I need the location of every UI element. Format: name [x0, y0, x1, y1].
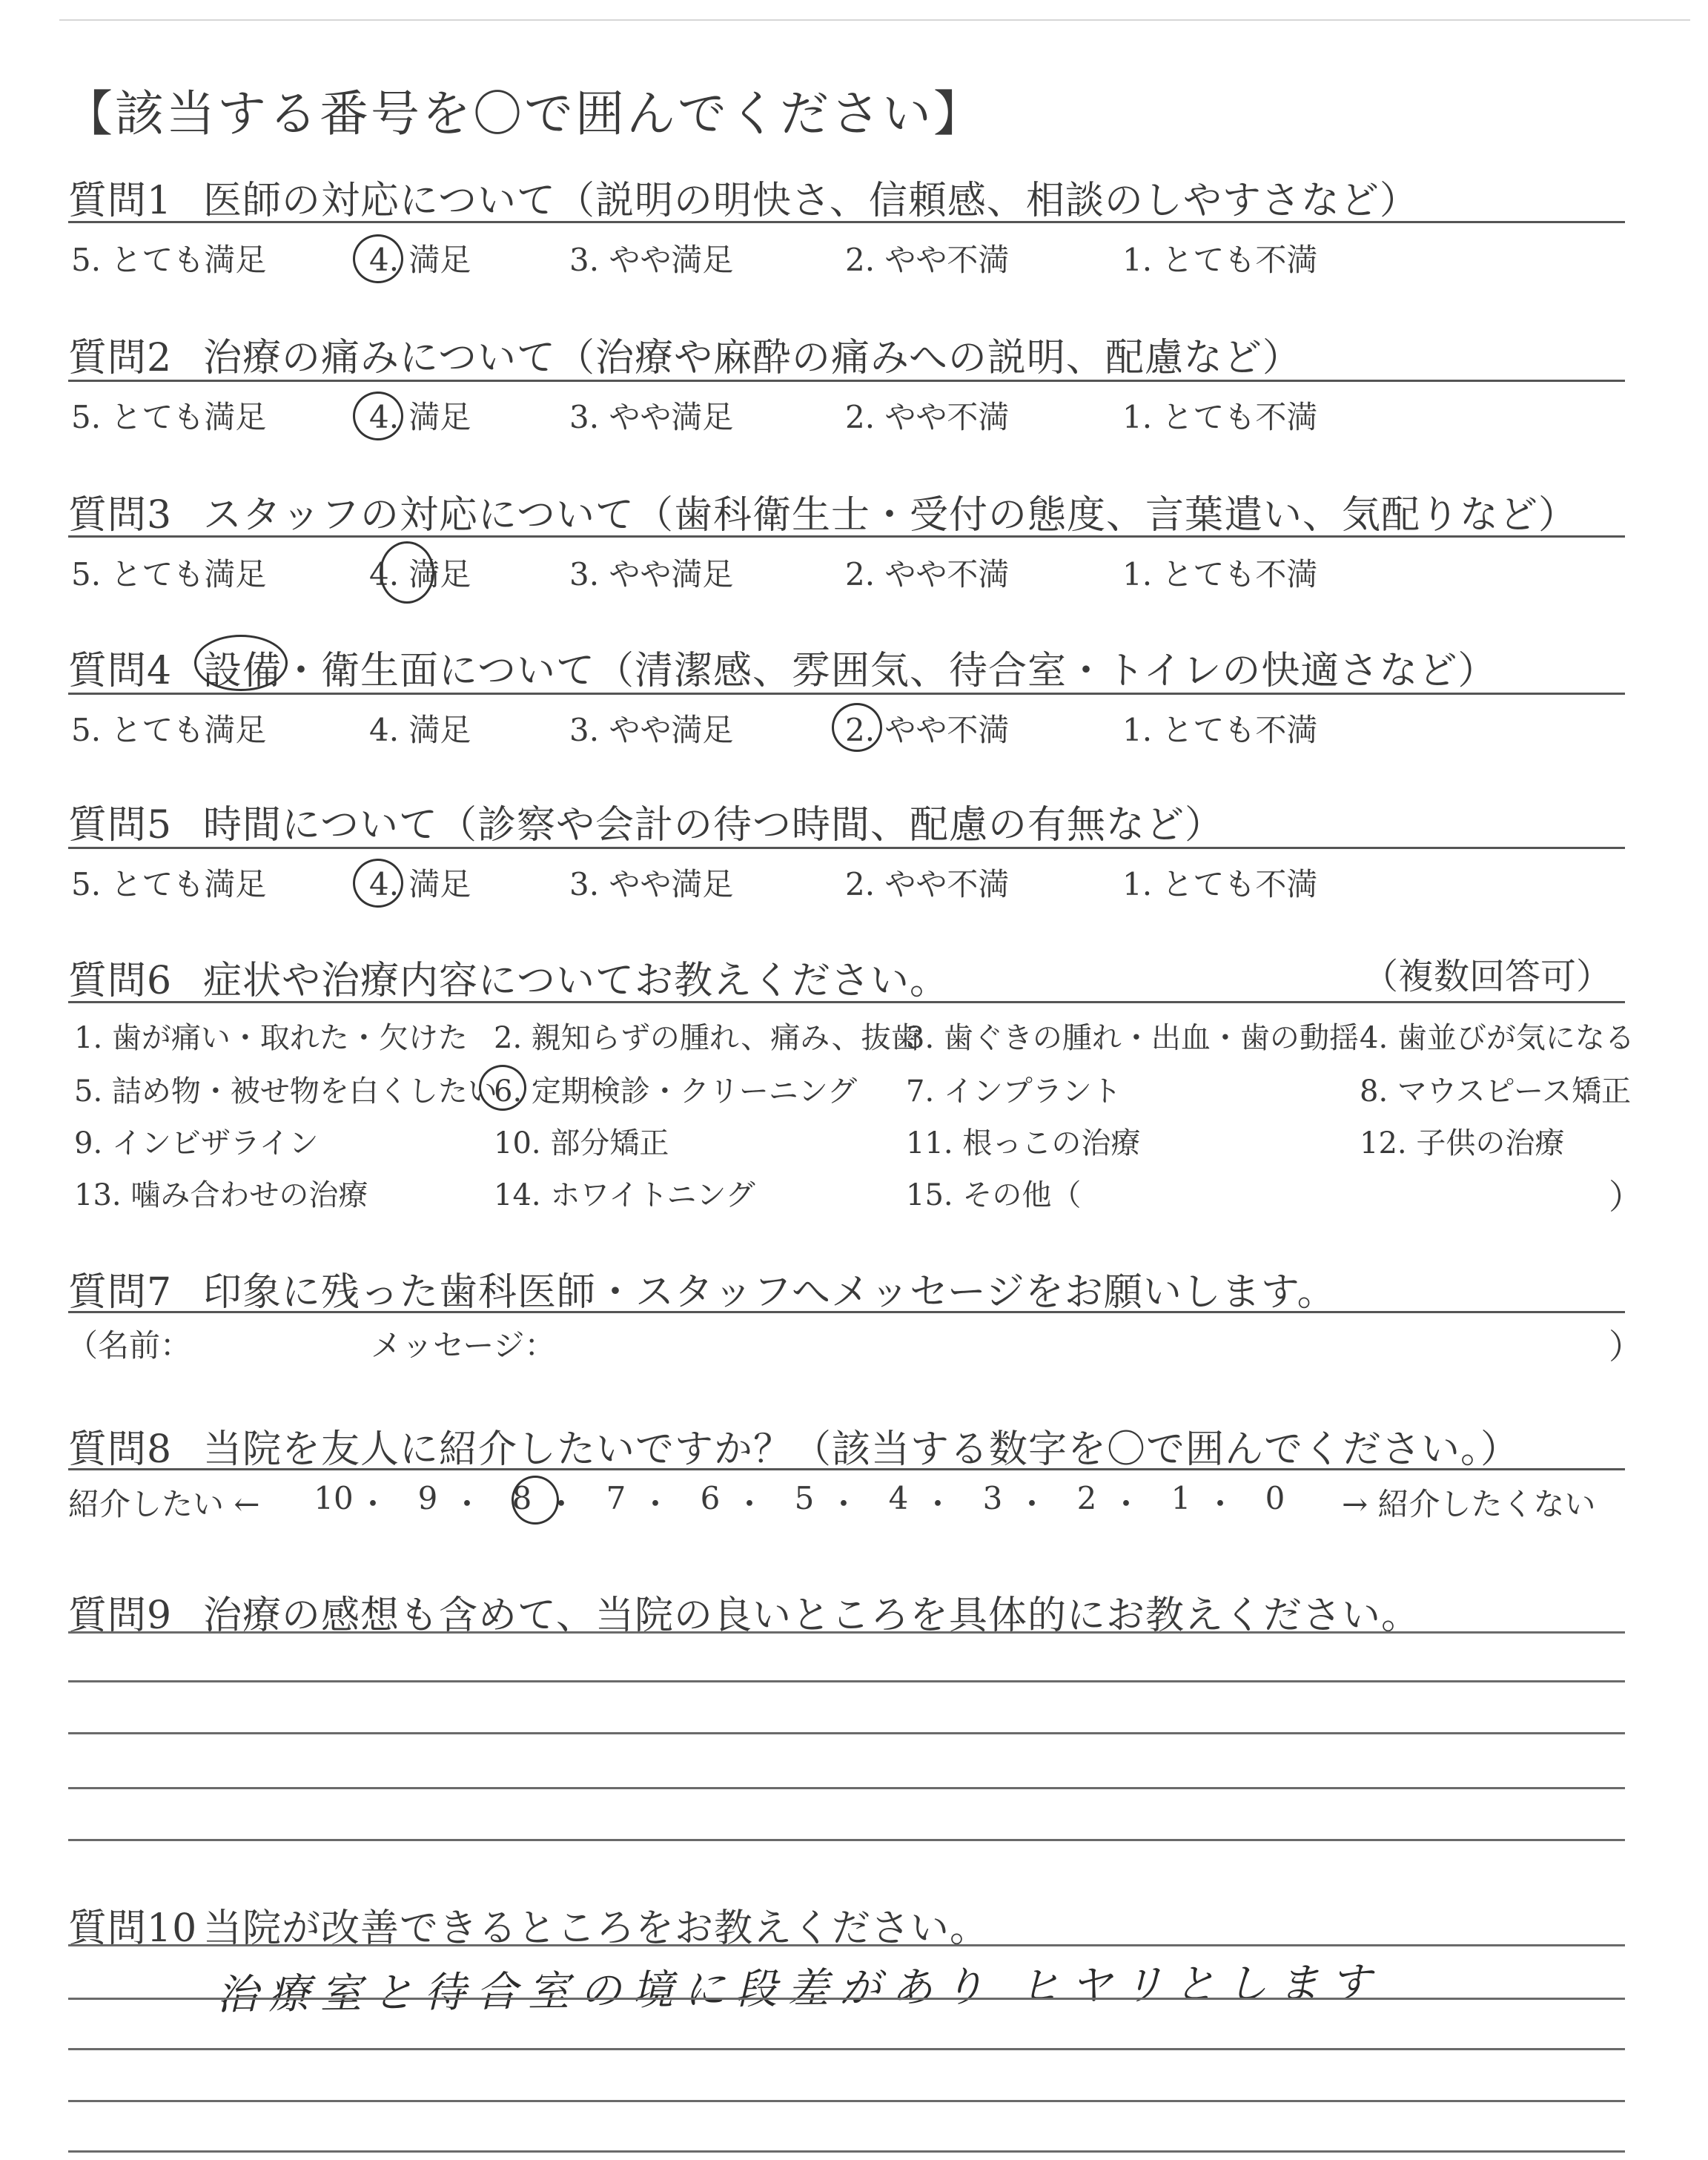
q8-scale-value-2[interactable]: 2 — [1076, 1480, 1097, 1516]
q5-option-4[interactable]: 4. 満足 — [369, 866, 471, 902]
q6-option-3[interactable]: 3. 歯ぐきの腫れ・出血・歯の動揺 — [906, 1021, 1359, 1055]
q6-multiple-note: （複数回答可） — [1363, 956, 1612, 997]
q2-option-3[interactable]: 3. やや満足 — [569, 399, 734, 435]
q6-option-8[interactable]: 8. マウスピース矯正 — [1360, 1074, 1632, 1109]
question-10-text: 当院が改善できるところをお教えください。 — [203, 1906, 990, 1951]
question-8-rule — [68, 1468, 1625, 1470]
q6-option-1[interactable]: 1. 歯が痛い・取れた・欠けた — [74, 1021, 468, 1055]
question-4-rule — [68, 693, 1625, 695]
question-7-rule — [68, 1311, 1625, 1313]
q8-scale-value-10[interactable]: 10 — [314, 1480, 354, 1516]
q10-answer-line-4 — [68, 2100, 1625, 2102]
question-8 — [68, 1418, 1520, 1473]
q6-option-9[interactable]: 9. インビザライン — [74, 1126, 319, 1160]
q6-option-2[interactable]: 2. 親知らずの腫れ、痛み、抜歯 — [494, 1021, 921, 1055]
q8-scale-dot: ・ — [1016, 1486, 1048, 1522]
q2-option-1[interactable]: 1. とても不満 — [1122, 399, 1318, 435]
question-8-label: 質問8 — [68, 1427, 173, 1472]
question-8-text: 当院を友人に紹介したいですか？（該当する数字を〇で囲んでください。） — [203, 1427, 1520, 1472]
q8-scale-dot: ・ — [357, 1486, 389, 1522]
q6-other-close-paren: ） — [1609, 1177, 1643, 1217]
q8-scale-dot: ・ — [922, 1486, 954, 1522]
q10-answer-line-1 — [68, 1944, 1625, 1946]
question-6 — [68, 949, 949, 1005]
question-1-label: 質問1 — [68, 179, 173, 223]
q4-option-3[interactable]: 3. やや満足 — [569, 712, 734, 748]
q4-option-5[interactable]: 5. とても満足 — [71, 712, 267, 748]
q2-option-2[interactable]: 2. やや不満 — [845, 399, 1010, 435]
q8-scale-value-5[interactable]: 5 — [794, 1480, 815, 1516]
q9-answer-line-2 — [68, 1680, 1625, 1682]
question-4-text: 設備・衛生面について（清潔感、雰囲気、待合室・トイレの快適さなど） — [203, 649, 1497, 693]
q8-scale-dot: ・ — [1110, 1486, 1142, 1522]
question-2-label: 質問2 — [68, 336, 173, 380]
form-heading: 【該当する番号を〇で囲んでください】 — [64, 85, 984, 142]
q8-scale-dot: ・ — [828, 1486, 860, 1522]
q2-answer-circle — [353, 392, 403, 440]
q1-option-2[interactable]: 2. やや不満 — [845, 242, 1010, 278]
q3-option-4[interactable]: 4. 満足 — [369, 556, 471, 592]
question-2-text: 治療の痛みについて（治療や麻酔の痛みへの説明、配慮など） — [203, 336, 1302, 380]
q10-answer-line-2 — [68, 1998, 1625, 2000]
q8-scale-dot: ・ — [640, 1486, 672, 1522]
q8-scale-value-3[interactable]: 3 — [982, 1480, 1003, 1516]
question-1-rule — [68, 221, 1625, 223]
q2-option-4[interactable]: 4. 満足 — [369, 399, 471, 435]
question-7-label: 質問7 — [68, 1270, 173, 1315]
q8-scale-value-0[interactable]: 0 — [1265, 1480, 1285, 1516]
q6-option-12[interactable]: 12. 子供の治療 — [1360, 1126, 1565, 1160]
q2-option-5[interactable]: 5. とても満足 — [71, 399, 267, 435]
q6-option-15[interactable]: 15. その他（ — [906, 1178, 1082, 1212]
q5-answer-circle — [353, 859, 403, 908]
question-3-rule — [68, 535, 1625, 538]
q1-answer-circle — [353, 234, 403, 283]
q1-option-5[interactable]: 5. とても満足 — [71, 242, 267, 278]
question-1-text: 医師の対応について（説明の明快さ、信頼感、相談のしやすさなど） — [203, 179, 1419, 223]
q1-option-1[interactable]: 1. とても不満 — [1122, 242, 1318, 278]
q3-option-2[interactable]: 2. やや不満 — [845, 556, 1010, 592]
q7-message-label: メッセージ： — [371, 1327, 556, 1364]
question-2-rule — [68, 380, 1625, 382]
question-9-label: 質問9 — [68, 1593, 173, 1638]
q5-option-1[interactable]: 1. とても不満 — [1122, 866, 1318, 902]
question-10-label: 質問10 — [68, 1906, 198, 1951]
question-3-text: スタッフの対応について（歯科衛生士・受付の態度、言葉遣い、気配りなど） — [203, 493, 1578, 538]
q8-scale-dot: ・ — [1205, 1486, 1237, 1522]
q6-option-10[interactable]: 10. 部分矯正 — [494, 1126, 669, 1160]
question-5 — [68, 793, 1224, 849]
q8-scale-value-9[interactable]: 9 — [417, 1480, 438, 1516]
question-6-rule — [68, 1001, 1625, 1003]
q5-option-5[interactable]: 5. とても満足 — [71, 866, 267, 902]
q8-scale-value-6[interactable]: 6 — [700, 1480, 721, 1516]
question-9-text: 治療の感想も含めて、当院の良いところを具体的にお教えください。 — [203, 1593, 1420, 1638]
q9-answer-line-1 — [68, 1631, 1625, 1634]
q6-option-4[interactable]: 4. 歯並びが気になる — [1360, 1021, 1635, 1055]
question-3-label: 質問3 — [68, 493, 173, 538]
q4-option-2[interactable]: 2. やや不満 — [845, 712, 1010, 748]
question-2 — [68, 326, 1302, 382]
question-7 — [68, 1261, 1337, 1316]
q1-option-4[interactable]: 4. 満足 — [369, 242, 471, 278]
q10-handwritten-answer: 治療室と待合室の境に段差があり ヒヤリとします — [216, 1958, 1383, 2020]
q8-scale-value-4[interactable]: 4 — [888, 1480, 909, 1516]
q3-option-1[interactable]: 1. とても不満 — [1122, 556, 1318, 592]
question-5-label: 質問5 — [68, 803, 173, 848]
q4-option-1[interactable]: 1. とても不満 — [1122, 712, 1318, 748]
q1-option-3[interactable]: 3. やや満足 — [569, 242, 734, 278]
question-1 — [68, 169, 1419, 225]
q8-scale-value-7[interactable]: 7 — [606, 1480, 626, 1516]
q8-answer-circle — [512, 1476, 559, 1525]
q3-answer-circle — [380, 541, 434, 604]
q5-option-3[interactable]: 3. やや満足 — [569, 866, 734, 902]
q4-stray-circle — [194, 635, 288, 691]
q8-right-label: → 紹介したくない — [1342, 1486, 1596, 1522]
question-6-text: 症状や治療内容についてお教えください。 — [203, 959, 949, 1003]
question-4-label: 質問4 — [68, 649, 173, 693]
q6-option-14[interactable]: 14. ホワイトニング — [494, 1178, 755, 1212]
q9-answer-line-3 — [68, 1732, 1625, 1734]
q9-answer-line-4 — [68, 1787, 1625, 1789]
question-3 — [68, 483, 1578, 539]
q6-option-6[interactable]: 6. 定期検診・クリーニング — [494, 1074, 858, 1109]
q8-scale-dot: ・ — [734, 1486, 766, 1522]
q8-scale-dot: ・ — [451, 1486, 483, 1522]
q10-answer-line-5 — [68, 2150, 1625, 2153]
question-5-rule — [68, 847, 1625, 849]
question-6-label: 質問6 — [68, 959, 173, 1003]
q6-option-5[interactable]: 5. 詰め物・被せ物を白くしたい — [74, 1074, 497, 1109]
q9-answer-line-5 — [68, 1839, 1625, 1841]
q6-option-7[interactable]: 7. インプラント — [906, 1074, 1122, 1109]
question-7-text: 印象に残った歯科医師・スタッフへメッセージをお願いします。 — [203, 1270, 1337, 1315]
q8-scale-value-1[interactable]: 1 — [1171, 1480, 1191, 1516]
q8-scale-dot: ・ — [546, 1486, 577, 1522]
q5-option-2[interactable]: 2. やや不満 — [845, 866, 1010, 902]
top-border — [59, 19, 1690, 21]
question-5-text: 時間について（診察や会計の待つ時間、配慮の有無など） — [203, 803, 1224, 848]
q6-answer-circle — [479, 1065, 526, 1111]
q10-answer-line-3 — [68, 2048, 1625, 2050]
q4-answer-circle — [832, 703, 882, 752]
q6-option-13[interactable]: 13. 噛み合わせの治療 — [74, 1178, 368, 1212]
q8-left-label: 紹介したい ← — [68, 1486, 260, 1522]
q7-name-label: （名前： — [67, 1327, 192, 1364]
q3-option-5[interactable]: 5. とても満足 — [71, 556, 267, 592]
q3-option-3[interactable]: 3. やや満足 — [569, 556, 734, 592]
q4-option-4[interactable]: 4. 満足 — [369, 712, 471, 748]
q7-close-paren: ） — [1609, 1327, 1643, 1367]
q6-option-11[interactable]: 11. 根っこの治療 — [906, 1126, 1141, 1160]
q8-scale-value-8[interactable]: 8 — [512, 1480, 532, 1516]
